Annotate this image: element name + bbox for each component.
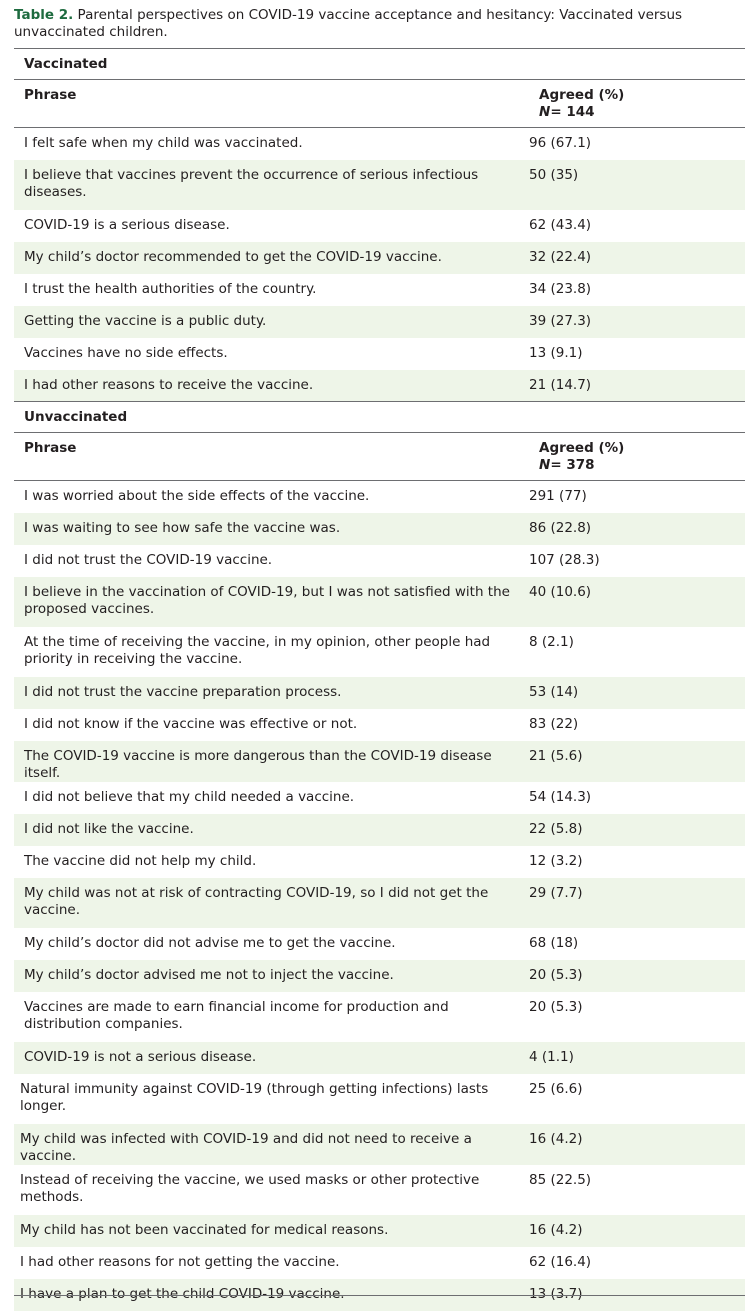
- agreed-cell: 40 (10.6): [529, 577, 745, 627]
- phrase-cell: COVID-19 is a serious disease.: [24, 216, 230, 233]
- table-row: [14, 878, 745, 928]
- phrase-cell: My child’s doctor did not advise me to get the vaccine.: [24, 934, 396, 951]
- table-row: [14, 960, 745, 992]
- agreed-cell: 62 (16.4): [529, 1253, 592, 1270]
- vaccine-perspectives-table: [14, 48, 745, 1311]
- n-label: N: [539, 457, 551, 473]
- table-row: [14, 928, 745, 960]
- table-row: [14, 1124, 745, 1165]
- column-header-agreed: [529, 433, 745, 481]
- agreed-cell: 29 (7.7): [529, 878, 745, 928]
- table-row: [14, 1042, 745, 1074]
- agreed-cell: 291 (77): [529, 488, 587, 504]
- agreed-cell: 21 (14.7): [529, 370, 745, 402]
- table-row: [14, 513, 745, 545]
- phrase-cell: I did not like the vaccine.: [14, 814, 529, 846]
- phrase-cell: My child was infected with COVID-19 and did not need to receive a vaccine.: [14, 1124, 529, 1165]
- phrase-cell: I was waiting to see how safe the vaccine was.: [14, 513, 529, 545]
- agreed-cell: 13 (3.7): [529, 1279, 745, 1311]
- phrase-cell: I felt safe when my child was vaccinated.: [24, 135, 303, 151]
- agreed-cell: 85 (22.5): [529, 1171, 592, 1188]
- phrase-cell: I had other reasons for not getting the vaccine.: [20, 1253, 340, 1270]
- table-row: [14, 782, 745, 814]
- phrase-cell: The COVID-19 vaccine is more dangerous than the COVID-19 disease itself.: [14, 741, 529, 782]
- agreed-cell: 12 (3.2): [529, 852, 583, 869]
- agreed-cell: 4 (1.1): [529, 1042, 745, 1074]
- agreed-cell: 22 (5.8): [529, 814, 745, 846]
- agreed-cell: 50 (35): [529, 160, 745, 210]
- agreed-cell: 34 (23.8): [529, 280, 592, 297]
- section-header-unvaccinated: [14, 402, 745, 433]
- phrase-cell: Getting the vaccine is a public duty.: [14, 306, 529, 338]
- phrase-cell: I did not believe that my child needed a vaccine.: [24, 788, 355, 805]
- agreed-cell: 16 (4.2): [529, 1215, 745, 1247]
- table-row: [14, 992, 745, 1042]
- table-row: [14, 545, 745, 577]
- table-bottom-rule: [14, 1295, 745, 1296]
- phrase-cell: COVID-19 is not a serious disease.: [14, 1042, 529, 1074]
- agreed-cell: 39 (27.3): [529, 306, 745, 338]
- phrase-cell: The vaccine did not help my child.: [24, 852, 257, 869]
- table-row: [14, 210, 745, 242]
- table-row: [14, 274, 745, 306]
- agreed-cell: 13 (9.1): [529, 344, 583, 361]
- agreed-cell: 16 (4.2): [529, 1124, 745, 1165]
- column-header-phrase: Phrase: [14, 433, 529, 481]
- phrase-cell: I did not trust the vaccine preparation process.: [14, 677, 529, 709]
- table-row: [14, 846, 745, 878]
- table-row: [14, 306, 745, 338]
- agreed-cell: 96 (67.1): [529, 135, 592, 151]
- phrase-cell: I believe in the vaccination of COVID-19, but I was not satisfied with the proposed vaccines.: [14, 577, 529, 627]
- table-row: [14, 370, 745, 402]
- phrase-cell: My child has not been vaccinated for medical reasons.: [14, 1215, 529, 1247]
- column-header-agreed: [529, 80, 745, 128]
- phrase-cell: My child was not at risk of contracting COVID-19, so I did not get the vaccine.: [14, 878, 529, 928]
- section-title: Unvaccinated: [14, 402, 745, 433]
- phrase-cell: My child’s doctor recommended to get the COVID-19 vaccine.: [14, 242, 529, 274]
- section-title: Vaccinated: [14, 49, 745, 80]
- table-row: [14, 481, 745, 513]
- table-row: [14, 1247, 745, 1279]
- phrase-cell: Instead of receiving the vaccine, we used masks or other protective methods.: [20, 1171, 480, 1205]
- table-caption-text: Parental perspectives on COVID-19 vaccine acceptance and hesitancy: Vaccinated versus unvaccinated children.: [14, 7, 683, 40]
- table-row: [14, 128, 745, 160]
- table-caption: [14, 7, 744, 41]
- agreed-cell: 54 (14.3): [529, 788, 592, 805]
- agreed-cell: 53 (14): [529, 677, 745, 709]
- agreed-cell: 20 (5.3): [529, 998, 583, 1015]
- table-row: [14, 338, 745, 370]
- phrase-cell: Natural immunity against COVID-19 (through getting infections) lasts longer.: [20, 1080, 489, 1114]
- phrase-cell: I trust the health authorities of the country.: [24, 280, 317, 297]
- phrase-cell: I was worried about the side effects of the vaccine.: [24, 488, 370, 504]
- phrase-cell: At the time of receiving the vaccine, in my opinion, other people had priority in receiving the vaccine.: [24, 633, 491, 667]
- agreed-cell: 21 (5.6): [529, 741, 745, 782]
- column-header-row: [14, 80, 745, 128]
- table-label: Table 2.: [14, 7, 74, 23]
- column-header-phrase: Phrase: [14, 80, 529, 128]
- agreed-cell: 62 (43.4): [529, 216, 592, 233]
- table-row: [14, 242, 745, 274]
- phrase-cell: Vaccines are made to earn financial income for production and distribution companies.: [24, 998, 449, 1032]
- agreed-cell: 83 (22): [529, 715, 579, 732]
- phrase-cell: I did not trust the COVID-19 vaccine.: [24, 551, 273, 568]
- agreed-cell: 32 (22.4): [529, 242, 745, 274]
- phrase-cell: I did not know if the vaccine was effective or not.: [24, 715, 358, 732]
- table-row: [14, 1165, 745, 1215]
- n-value: = 144: [550, 104, 595, 120]
- column-header-row: [14, 433, 745, 481]
- table-row: [14, 160, 745, 210]
- n-value: = 378: [550, 457, 595, 473]
- table-row: [14, 709, 745, 741]
- agreed-cell: 8 (2.1): [529, 633, 574, 650]
- table-row: [14, 627, 745, 677]
- table-row: [14, 741, 745, 782]
- phrase-cell: My child’s doctor advised me not to inject the vaccine.: [14, 960, 529, 992]
- agreed-label: Agreed (%): [539, 440, 625, 456]
- table-row: [14, 577, 745, 627]
- table-row: [14, 814, 745, 846]
- table-row: [14, 677, 745, 709]
- agreed-cell: 25 (6.6): [529, 1080, 583, 1097]
- phrase-cell: I believe that vaccines prevent the occurrence of serious infectious diseases.: [14, 160, 529, 210]
- phrase-cell: I had other reasons to receive the vaccine.: [14, 370, 529, 402]
- section-header-vaccinated: [14, 49, 745, 80]
- agreed-cell: 20 (5.3): [529, 960, 745, 992]
- agreed-cell: 86 (22.8): [529, 513, 745, 545]
- n-label: N: [539, 104, 551, 120]
- agreed-cell: 68 (18): [529, 934, 579, 951]
- phrase-cell: I have a plan to get the child COVID-19 vaccine.: [14, 1279, 529, 1311]
- table-row: [14, 1074, 745, 1124]
- agreed-cell: 107 (28.3): [529, 551, 600, 568]
- phrase-cell: Vaccines have no side effects.: [24, 344, 228, 361]
- agreed-label: Agreed (%): [539, 87, 625, 103]
- table-row: [14, 1215, 745, 1247]
